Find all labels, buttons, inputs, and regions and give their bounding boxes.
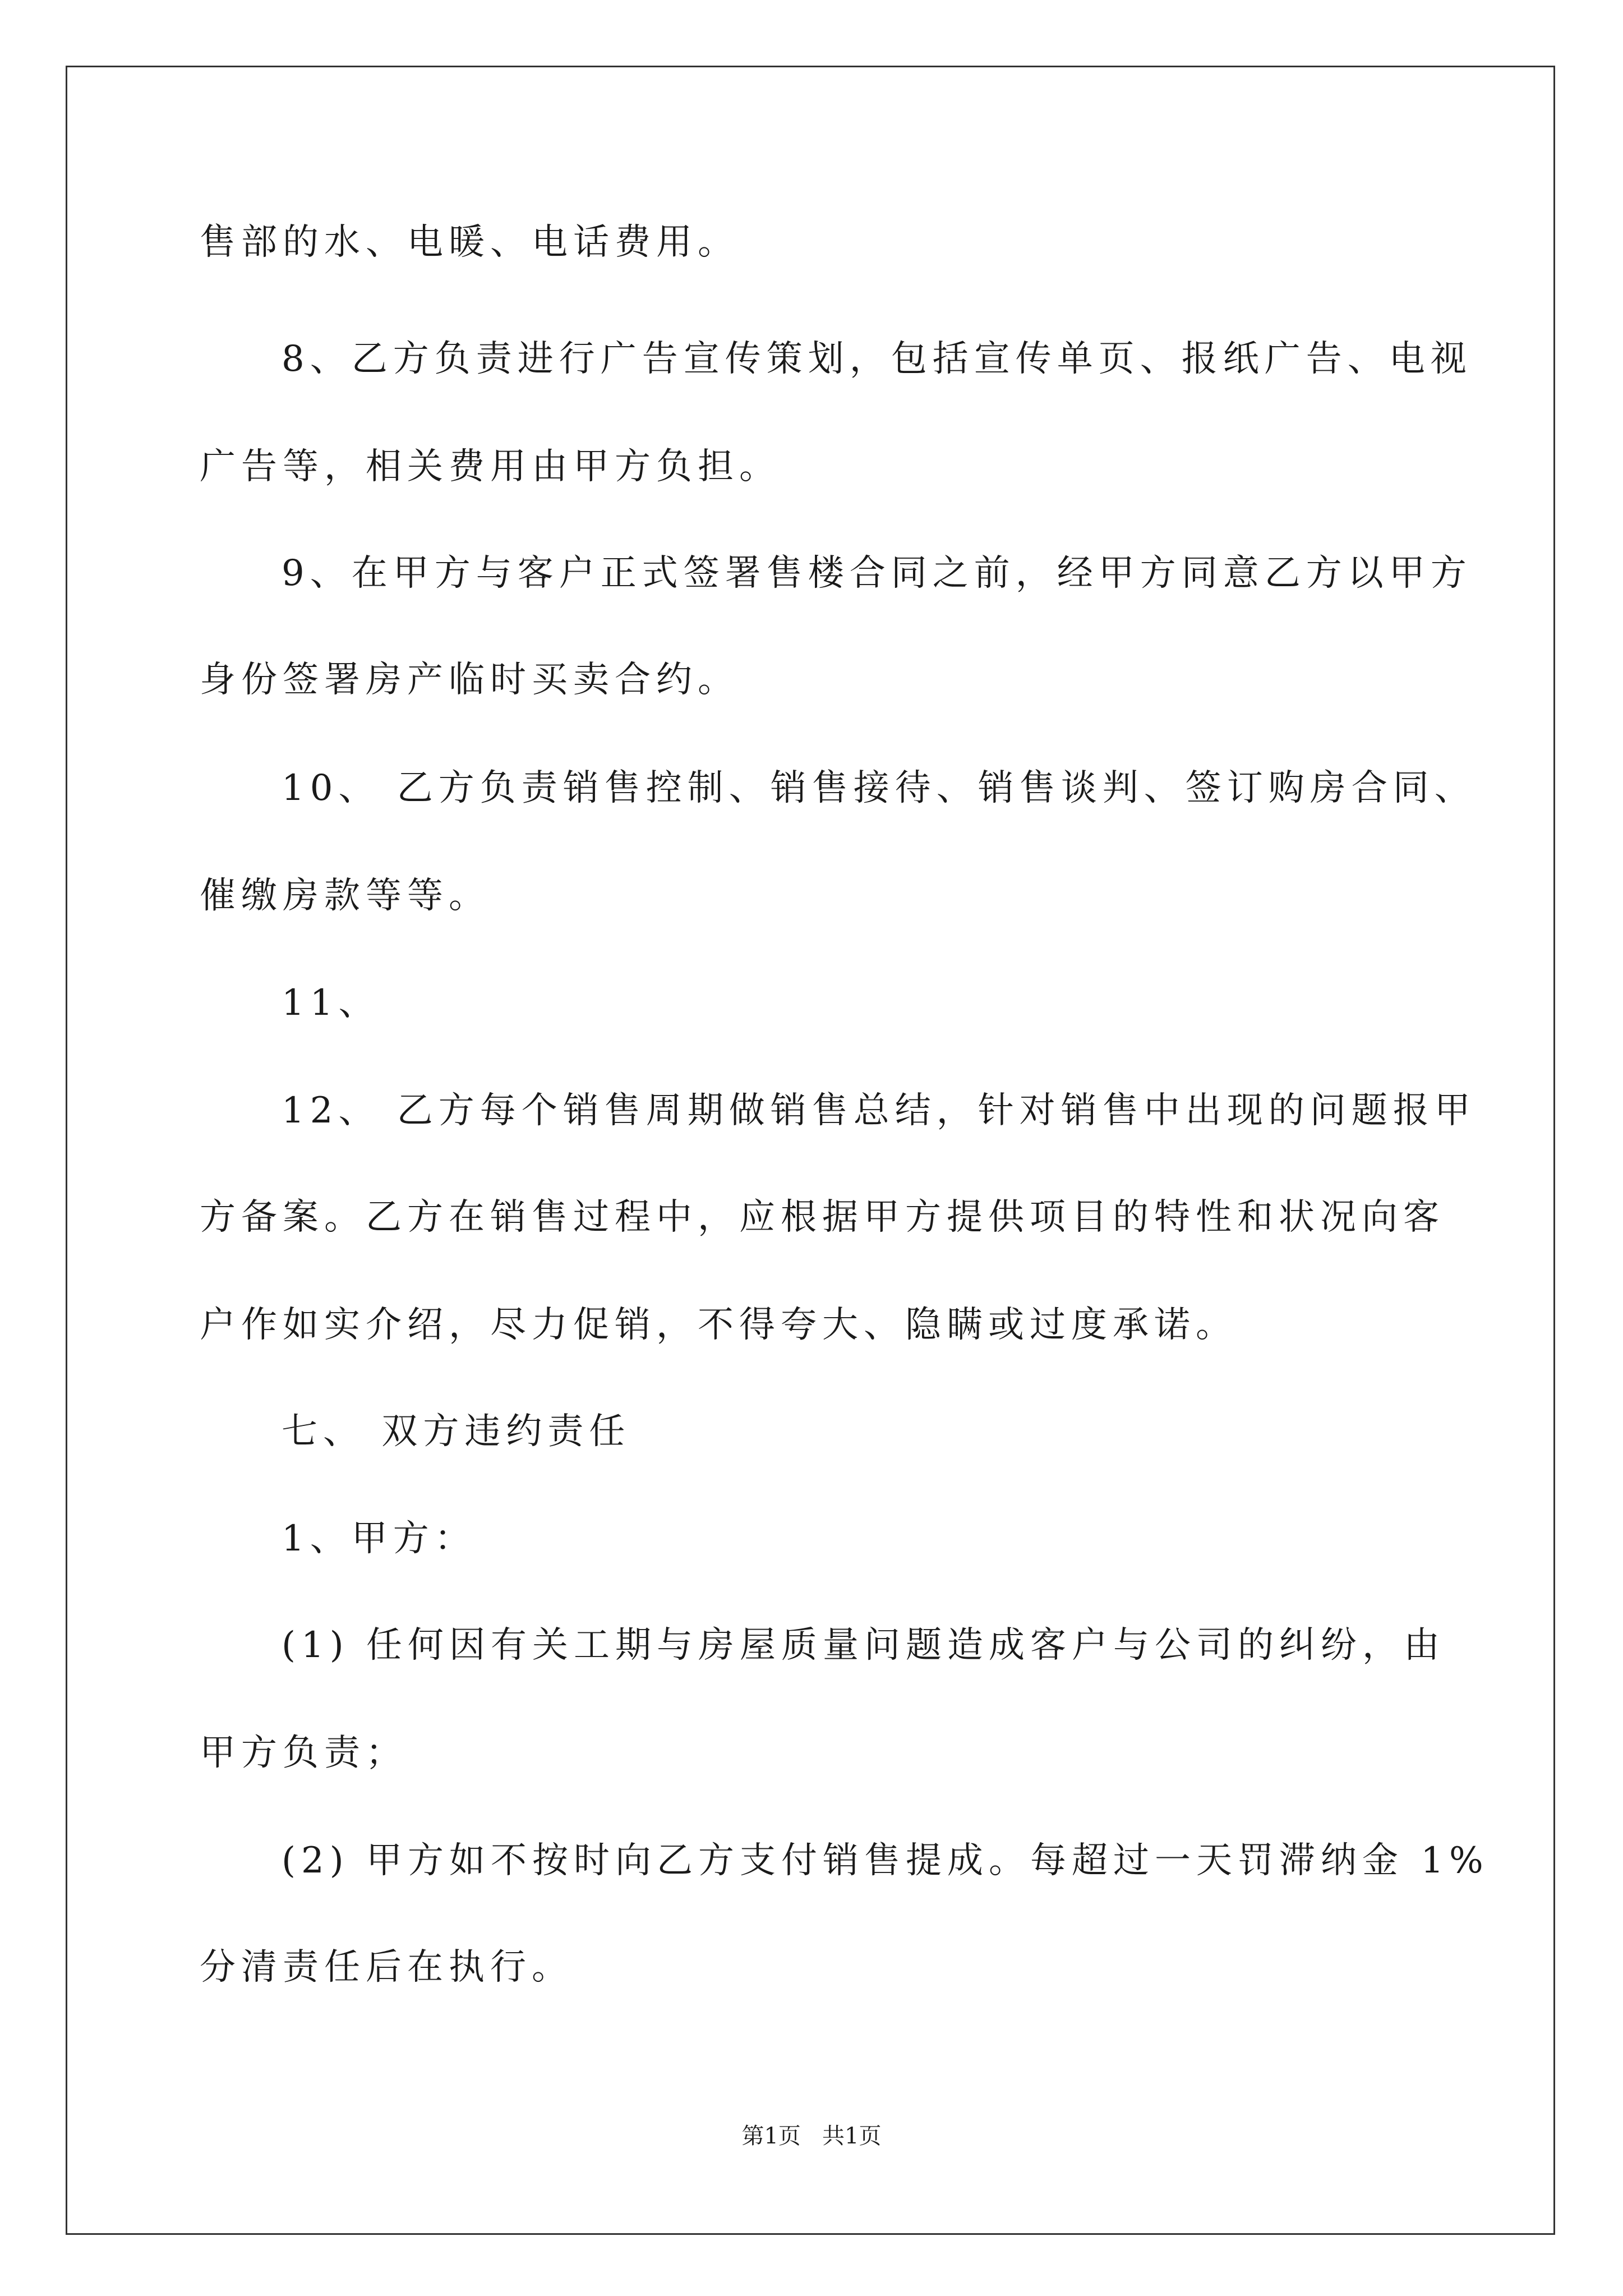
text-line: 12、 乙方每个销售周期做销售总结，针对销售中出现的问题报甲 bbox=[282, 1090, 1476, 1131]
text-line: 售部的水、电暖、电话费用。 bbox=[200, 222, 739, 263]
text-line: 9、在甲方与客户正式签署售楼合同之前，经甲方同意乙方以甲方 bbox=[282, 553, 1472, 594]
page-border bbox=[66, 66, 1555, 2235]
text-line: 七、 双方违约责任 bbox=[282, 1411, 631, 1452]
text-line: 8、乙方负责进行广告宣传策划，包括宣传单页、报纸广告、电视 bbox=[282, 338, 1472, 380]
text-line: 甲方负责； bbox=[200, 1732, 407, 1774]
page-footer: 第1页 共1页 bbox=[741, 2123, 882, 2149]
text-line: 方备案。乙方在销售过程中，应根据甲方提供项目的特性和状况向客 bbox=[200, 1197, 1445, 1238]
text-line: 广告等，相关费用由甲方负担。 bbox=[200, 446, 781, 487]
text-line: 户作如实介绍，尽力促销，不得夸大、隐瞒或过度承诺。 bbox=[200, 1304, 1237, 1346]
text-line: 1、甲方： bbox=[282, 1518, 476, 1559]
text-line: 11、 bbox=[282, 982, 380, 1024]
text-line: 分清责任后在执行。 bbox=[200, 1947, 573, 1988]
text-line: (1) 任何因有关工期与房屋质量问题造成客户与公司的纠纷，由 bbox=[282, 1625, 1445, 1666]
text-line: 10、 乙方负责销售控制、销售接待、销售谈判、签订购房合同、 bbox=[282, 767, 1476, 809]
text-line: (2) 甲方如不按时向乙方支付销售提成。每超过一天罚滞纳金 1% bbox=[282, 1840, 1489, 1881]
text-line: 催缴房款等等。 bbox=[200, 875, 490, 917]
text-line: 身份签署房产临时买卖合约。 bbox=[200, 659, 739, 701]
